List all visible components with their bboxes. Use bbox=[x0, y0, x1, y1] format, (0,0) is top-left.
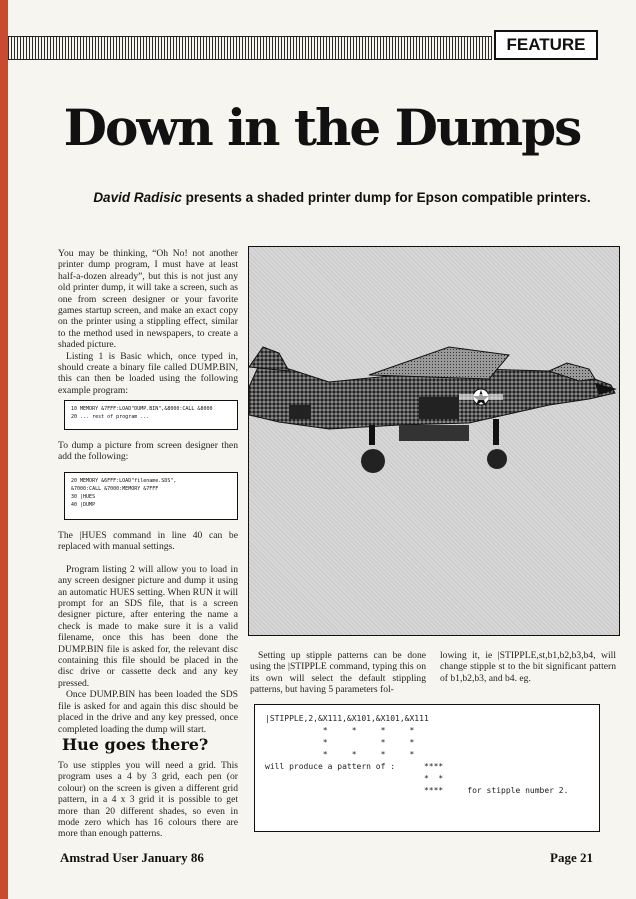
code-line: * * * bbox=[265, 738, 415, 747]
code-line: **** for stipple number 2. bbox=[265, 786, 569, 795]
left-column-cont3 bbox=[58, 760, 238, 840]
paragraph: lowing it, ie |STIPPLE,st,b1,b2,b3,b4, will change stipple st to the bit significant pattern of b1,b2,b3, and b4. eg. bbox=[440, 650, 616, 684]
footer-publication: Amstrad User January 86 bbox=[60, 850, 204, 865]
paragraph: Program listing 2 will allow you to load in any screen designer picture and dump it using an automatic HUES setting. When RUN it will prompt for an SDS file, that is a screen designer picture, after entering the name a check is made to make sure it is a valid filename, once this has been done the DUMP.BIN file is asked for, the relevant disc containing this file should be placed in the disc drive or cassette deck and any key pressed. bbox=[58, 563, 238, 689]
magazine-page bbox=[8, 0, 636, 899]
code-line: * * * * bbox=[265, 750, 415, 759]
right-column bbox=[440, 650, 616, 684]
article-subtitle bbox=[48, 190, 636, 205]
header-rule bbox=[8, 36, 492, 60]
left-column bbox=[58, 248, 238, 396]
paragraph: The |HUES command in line 40 can be replaced with manual settings. bbox=[58, 530, 238, 553]
paragraph: Setting up stipple patterns can be done using the |STIPPLE command, typing this on its own will select the default stippling patterns, but having 5 parameters fol- bbox=[250, 650, 426, 696]
code-line: * * * * bbox=[265, 726, 415, 735]
section-heading: Hue goes there? bbox=[62, 735, 209, 754]
paragraph: You may be thinking, “Oh No! not another printer dump program, I must have at least half-a-dozen already”, but this is not just any old printer dump, it will take a screen, such as one from screen designer or your favorite games startup screen, and make an exact copy on the printer using a stippling effect, similar to the method used in newspapers, to create a shaded picture. bbox=[58, 248, 238, 351]
code-line: 40 |DUMP bbox=[71, 502, 96, 508]
code-line: |STIPPLE,2,&X111,&X101,&X101,&X111 bbox=[265, 714, 429, 723]
paragraph: To use stipples you will need a grid. This program uses a 4 by 3 grid, each pen (or colour) on the screen is given a different grid pattern, in a 4 x 3 grid it is possible to get more than 20 different shades, so even in mode zero which has 16 colours there are more than enough patterns. bbox=[58, 760, 238, 840]
code-line: 20 MEMORY &6FFF:LOAD"filename.SDS", bbox=[71, 478, 177, 484]
left-column-cont2 bbox=[58, 530, 238, 735]
stipple-example-box bbox=[254, 704, 600, 832]
code-line: will produce a pattern of : **** bbox=[265, 762, 444, 771]
footer-page-number: Page 21 bbox=[550, 850, 593, 865]
subtitle-text: presents a shaded printer dump for Epson compatible printers. bbox=[181, 190, 591, 205]
code-line: &7000:CALL &7000:MEMORY &7FFF bbox=[71, 486, 159, 492]
left-column-cont bbox=[58, 440, 238, 463]
middle-column bbox=[250, 650, 426, 696]
author-name: David Radisic bbox=[93, 190, 182, 205]
code-line: 20 ... rest of program ... bbox=[71, 414, 150, 420]
code-line: * * bbox=[265, 774, 444, 783]
jet-illustration bbox=[249, 247, 619, 635]
code-listing-2 bbox=[64, 472, 238, 520]
code-listing-1 bbox=[64, 400, 238, 430]
code-line: 30 |HUES bbox=[71, 494, 96, 500]
code-line: 10 MEMORY &7FFF:LOAD"DUMP.BIN",&8000:CALL &8000 bbox=[71, 406, 213, 412]
harrier-jet-printout-image bbox=[248, 246, 620, 636]
article-title: Down in the Dumps bbox=[63, 98, 581, 157]
paragraph: Listing 1 is Basic which, once typed in, should create a binary file called DUMP.BIN, this can then be loaded using the following example program: bbox=[58, 350, 238, 396]
section-tag: FEATURE bbox=[494, 30, 598, 60]
paragraph: Once DUMP.BIN has been loaded the SDS file is asked for and again this disc should be placed in the drive and any key pressed, once completed loading the dump will start. bbox=[58, 689, 238, 735]
paragraph: To dump a picture from screen designer then add the following: bbox=[58, 440, 238, 463]
